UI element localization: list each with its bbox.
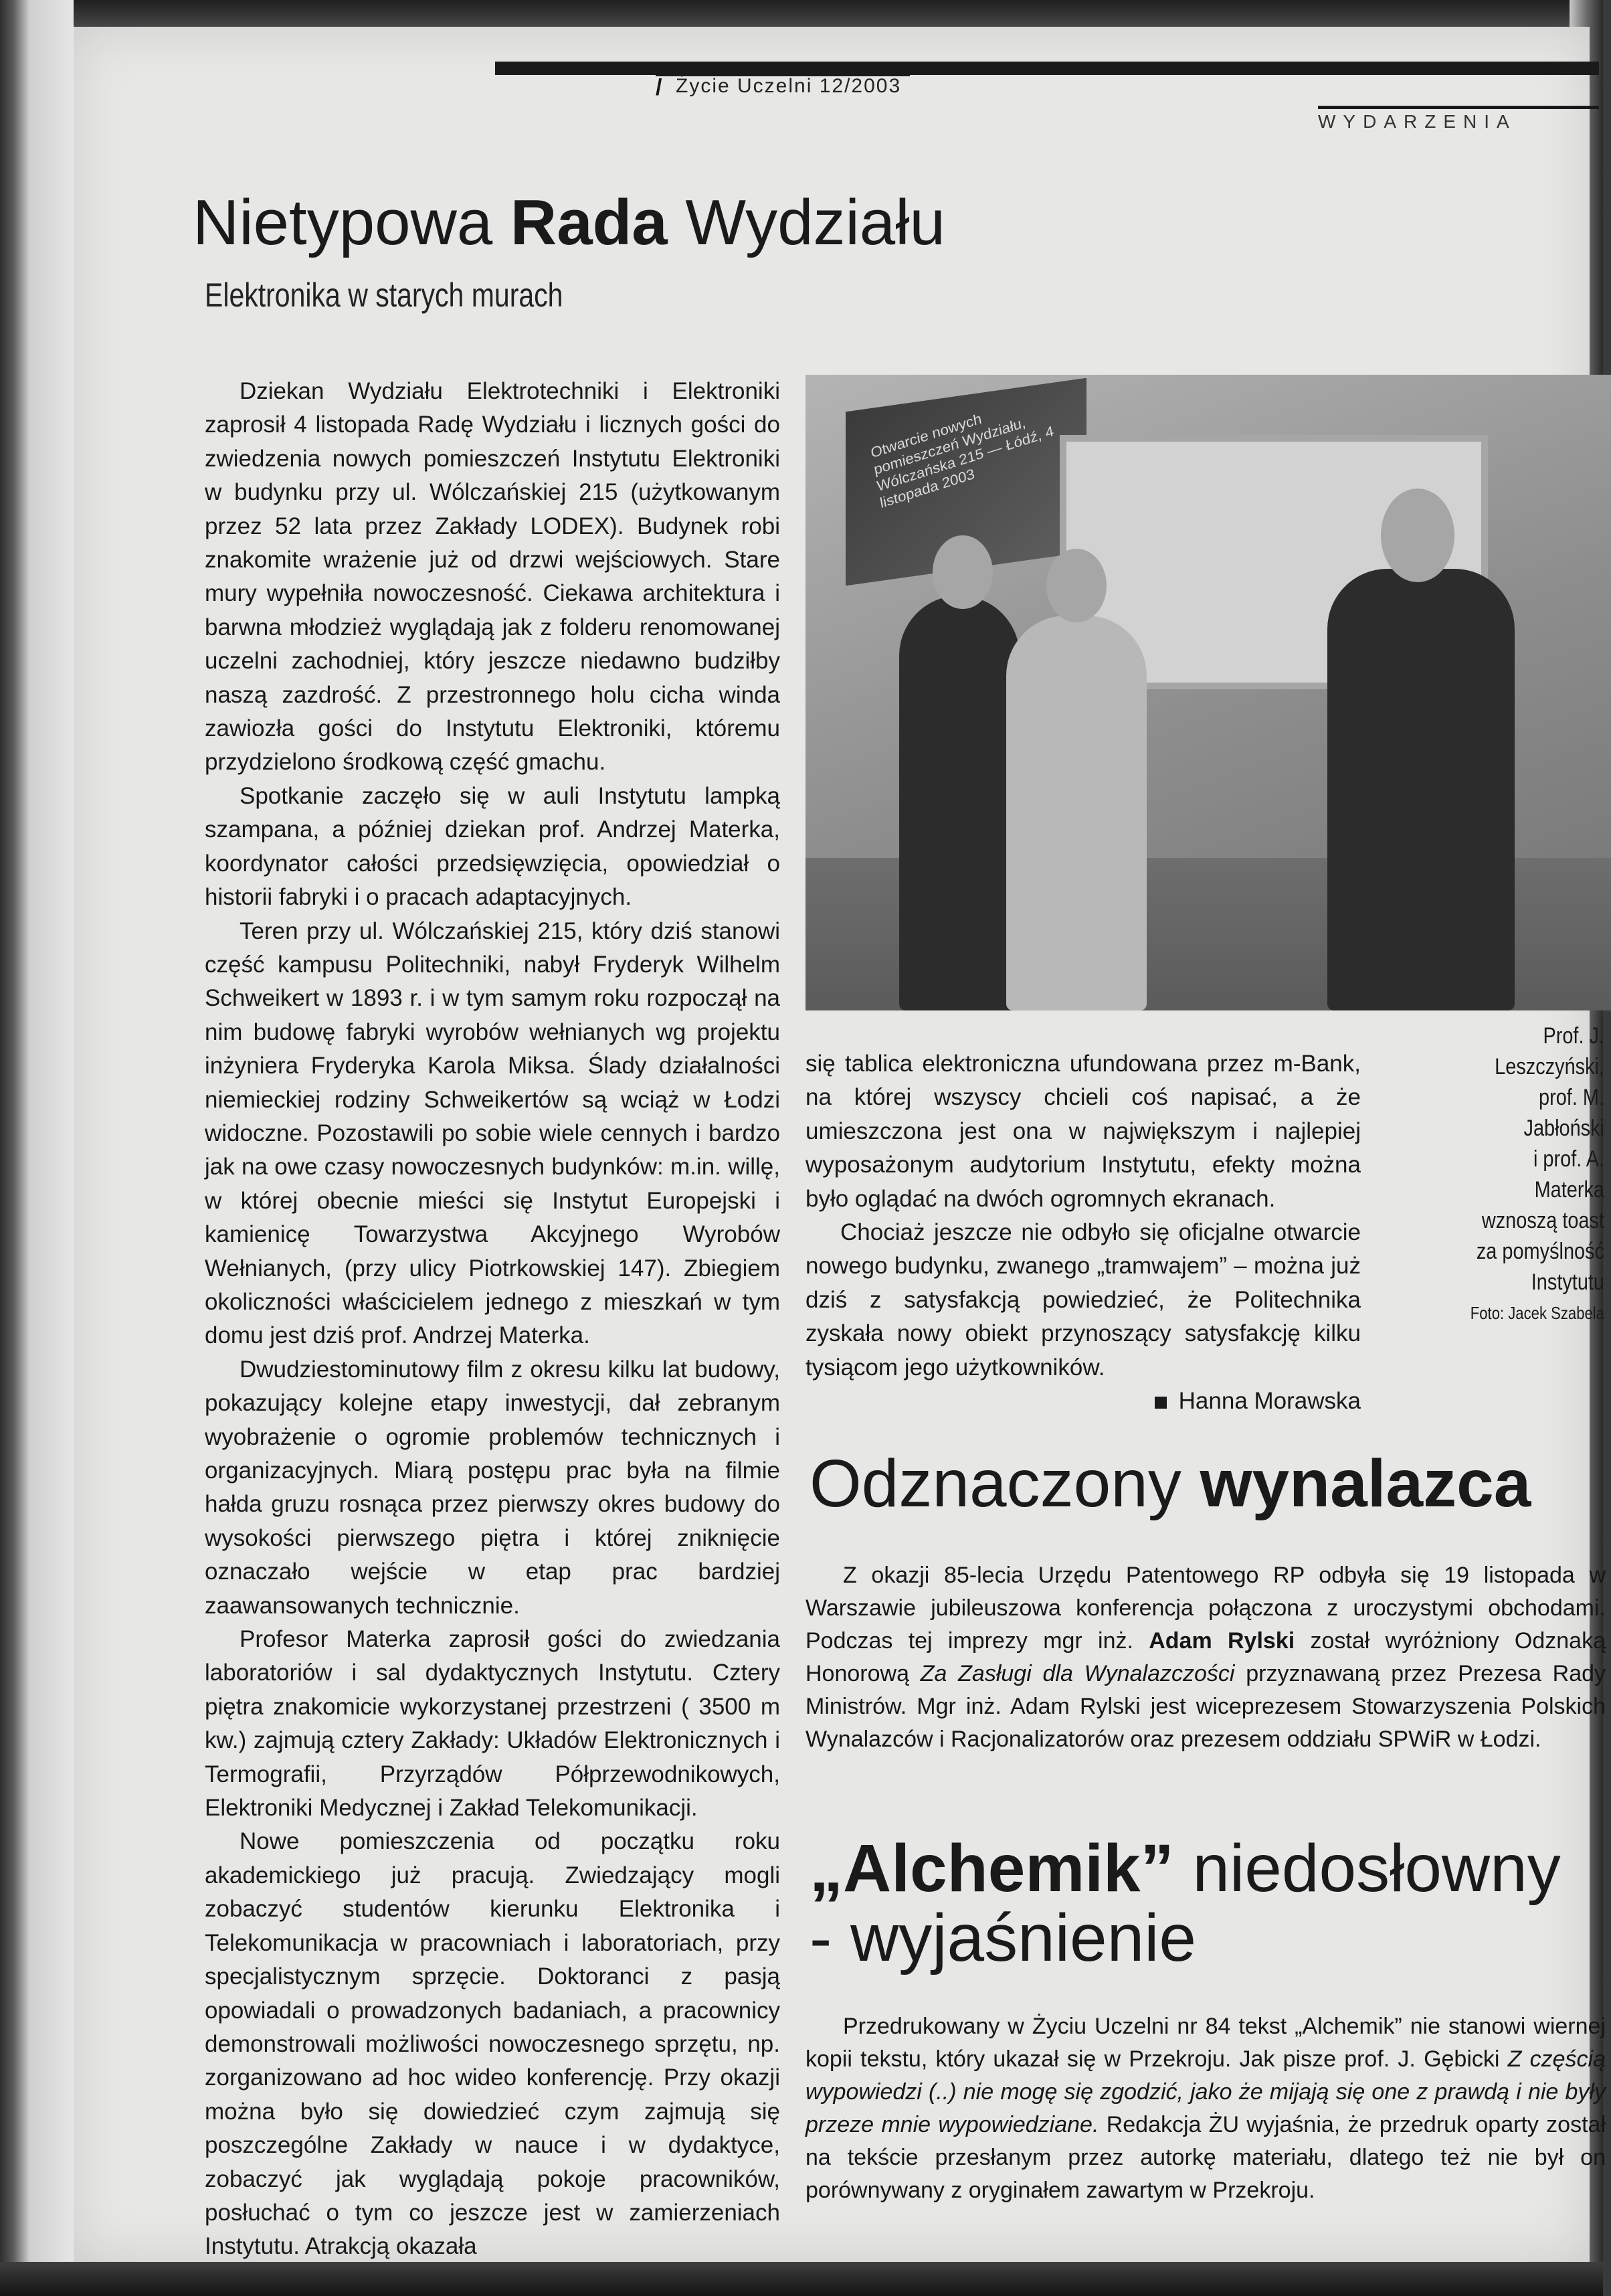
caption-line: i prof. A. Materka	[1533, 1146, 1604, 1203]
section-label: WYDARZENIA	[1318, 111, 1517, 132]
author-signature	[806, 1385, 1361, 1418]
paragraph: Teren przy ul. Wólczańskiej 215, który dziś stanowi część kampusu Politechniki, nabył Fryderyk Wilhelm Schweikert w 1893 r. i w tym samym roku rozpoczął na nim budowę fabryki wyrobów wełnianych wg projektu inżyniera Fryderyka Karola Miksa. Ślady działalności niemieckiej rodziny Schweikertów są wciąż w Łodzi widoczne. Pozostawili po sobie wiele cennych i bardzo jak na owe czasy nowoczesnych budynków: m.in. willę, w której obecnie mieści się Instytut Europejski i kamienicę Towarzystwa Akcyjnego Wyrobów Wełnianych, (przy ulicy Piotrkowskiej 147). Zbiegiem okoliczności właścicielem jednego z mieszkań w tym domu jest dziś prof. Andrzej Materka.	[205, 917, 780, 1349]
article2-body	[806, 1559, 1606, 1756]
person-middle-head	[1046, 549, 1107, 622]
photo-credit: Foto: Jacek Szabela	[1470, 1303, 1604, 1323]
header-mark: /	[656, 75, 662, 100]
paragraph: Dwudziestominutowy film z okresu kilku lat budowy, pokazujący kolejne etapy inwestycji, dał zebranym wyobrażenie o ogromie problemów technicznych i organizacyjnych. Miarą postępu prac była na filmie hałda gruzu rosnąca przez pierwszy okres budowy do wysokości pierwszego piętra i której zniknięcie oznaczało wejście w etap prac bardziej zaawansowanych technicznie.	[205, 1356, 780, 1619]
article3-body	[806, 2010, 1606, 2207]
person-left-head	[933, 535, 993, 609]
person-right	[1327, 569, 1515, 1010]
paragraph: Dziekan Wydziału Elektrotechniki i Elektroniki zaprosił 4 listopada Radę Wydziału i licznych gości do zwiedzenia nowych pomieszczeń Instytutu Elektroniki w budynku przy ul. Wólczańskiej 215 (użytkowanym przez 52 lata przez Zakłady LODEX). Budynek robi znakomite wrażenie już od drzwi wejściowych. Stare mury wypełniła nowoczesność. Ciekawa architektura i barwna młodzież wyglądają jak z folderu renomowanej uczelni zachodniej, który jeszcze niedawno budziłby naszą zazdrość. Z przestronnego holu cicha winda zawiozła gości do Instytutu Elektroniki, któremu przydzielono środkową część gmachu.	[205, 378, 780, 776]
person-right-head	[1381, 489, 1454, 582]
scan-bottom-edge	[0, 2262, 1603, 2296]
caption-line: Prof. J. Leszczyński,	[1495, 1023, 1604, 1079]
publication-issue: Życie Uczelni 12/2003	[676, 75, 902, 97]
caption-line: za pomyślność	[1476, 1239, 1604, 1264]
scan-left-edge	[0, 0, 74, 2296]
caption-line: wznoszą toast	[1481, 1208, 1604, 1233]
person-middle-jacket	[1006, 616, 1147, 1010]
article1-subtitle: Elektronika w starych murach	[205, 276, 563, 314]
magazine-page	[74, 27, 1606, 2262]
paragraph: Profesor Materka zaprosił gości do zwiedzania laboratoriów i sal dydaktycznych Instytutu. Cztery piętra znakomicie wykorzystanej przestrzeni ( 3500 m kw.) zajmują cztery Zakłady: Układów Elektronicznych i Termografii, Przyrządów Półprzewodnikowych, Elektroniki Medycznej i Zakład Telekomunikacji.	[205, 1626, 780, 1822]
screen-text: Otwarcie nowych pomieszczeń Wydziału, Wólczańska 215 — Łódź, 4 listopada 2003	[869, 410, 1055, 512]
paragraph: się tablica elektroniczna ufundowana przez m-Bank, na której wszyscy chcieli coś napisać, a że umieszczona jest ona w największym i najlepiej wyposażonym audytorium Instytutu, efekty można było oglądać na dwóch ogromnych ekranach.	[806, 1051, 1361, 1212]
event-photo	[806, 375, 1611, 1010]
paragraph: Nowe pomieszczenia od początku roku akademickiego już pracują. Zwiedzający mogli zobaczyć studentów kierunku Elektronika i Telekomunikacja w pracowniach i laboratoriach, przy specjalistycznym sprzęcie. Doktoranci z pasją opowiadali o prowadzonych badaniach, a pracownicy demonstrowali możliwości nowoczesnego sprzętu, np. zorganizowano ad hoc wideo konferencję. Przy okazji można było się dowiedzieć czym zajmują się poszczególne Zakłady w nauce i w dydaktyce, zobaczyć jak wyglądają pokoje pracowników, posłuchać o tym co jeszcze jest w zamierzeniach Instytutu. Atrakcją okazała	[205, 1828, 780, 2260]
scan-top-edge	[0, 0, 1603, 29]
article1-middle-column	[806, 1047, 1361, 1418]
paragraph: Spotkanie zaczęło się w auli Instytutu lampką szampana, a później dziekan prof. Andrzej Materka, koordynator całości przedsięwzięcia, opowiedział o historii fabryki i o pracach adaptacyjnych.	[205, 782, 780, 911]
article1-left-column	[205, 375, 780, 2264]
award-name: Za Zasługi dla Wynalazczości	[920, 1661, 1235, 1686]
article1-title: Nietypowa Rada Wydziału	[193, 187, 945, 258]
paragraph: Z okazji 85-lecia Urzędu Patentowego RP odbyła się 19 listopada w Warszawie jubileuszowa konferencja połączona z uroczystymi obchodami. Podczas tej imprezy mgr inż. Adam Rylski został wyróżniony Odznaką Honorową Za Zasługi dla Wynalazczości przyznawaną przez Prezesa Rady Ministrów. Mgr inż. Adam Rylski jest wiceprezesem Stowarzyszenia Polskich Wynalazców i Racjonalizatorów oraz prezesem oddziału SPWiR w Łodzi.	[806, 1563, 1606, 1752]
caption-line: Instytutu	[1531, 1269, 1604, 1295]
section-rule	[1318, 106, 1599, 109]
photo-caption	[1463, 1021, 1604, 1328]
square-bullet-icon	[1155, 1397, 1167, 1409]
paragraph: Chociaż jeszcze nie odbyło się oficjalne otwarcie nowego budynku, zwanego „tramwajem” – można już dziś z satysfakcją powiedzieć, że Politechnika zyskała nowy obiekt przynoszący satysfakcję kilku tysiącom jego użytkowników.	[806, 1219, 1361, 1381]
author-name: Hanna Morawska	[1178, 1388, 1361, 1415]
awardee-name: Adam Rylski	[1149, 1628, 1295, 1654]
paragraph: Przedrukowany w Życiu Uczelni nr 84 tekst „Alchemik” nie stanowi wiernej kopii tekstu, który ukazał się w Przekroju. Jak pisze prof. J. Gębicki Z częścią wypowiedzi (..) nie mogę się zgodzić, jako że mijają się one z prawdą i nie były przeze mnie wypowiedziane. Redakcja ŻU wyjaśnia, że przedruk oparty został na tekście przesłanym przez autorkę materiału, dlatego też nie był on porównywany z oryginałem zawartym w Przekroju.	[806, 2014, 1606, 2203]
caption-line: prof. M. Jabłoński	[1523, 1085, 1604, 1141]
quoted-statement: Z częścią wypowiedzi (..) nie mogę się zgodzić, jako że mijają się one z prawdą i nie były przeze mnie wypowiedziane.	[806, 2046, 1606, 2137]
article3-title: „Alchemik” niedosłowny - wyjaśnienie	[810, 1831, 1561, 1975]
article2-title: Odznaczony wynalazca	[810, 1446, 1531, 1521]
person-left	[899, 596, 1020, 1010]
